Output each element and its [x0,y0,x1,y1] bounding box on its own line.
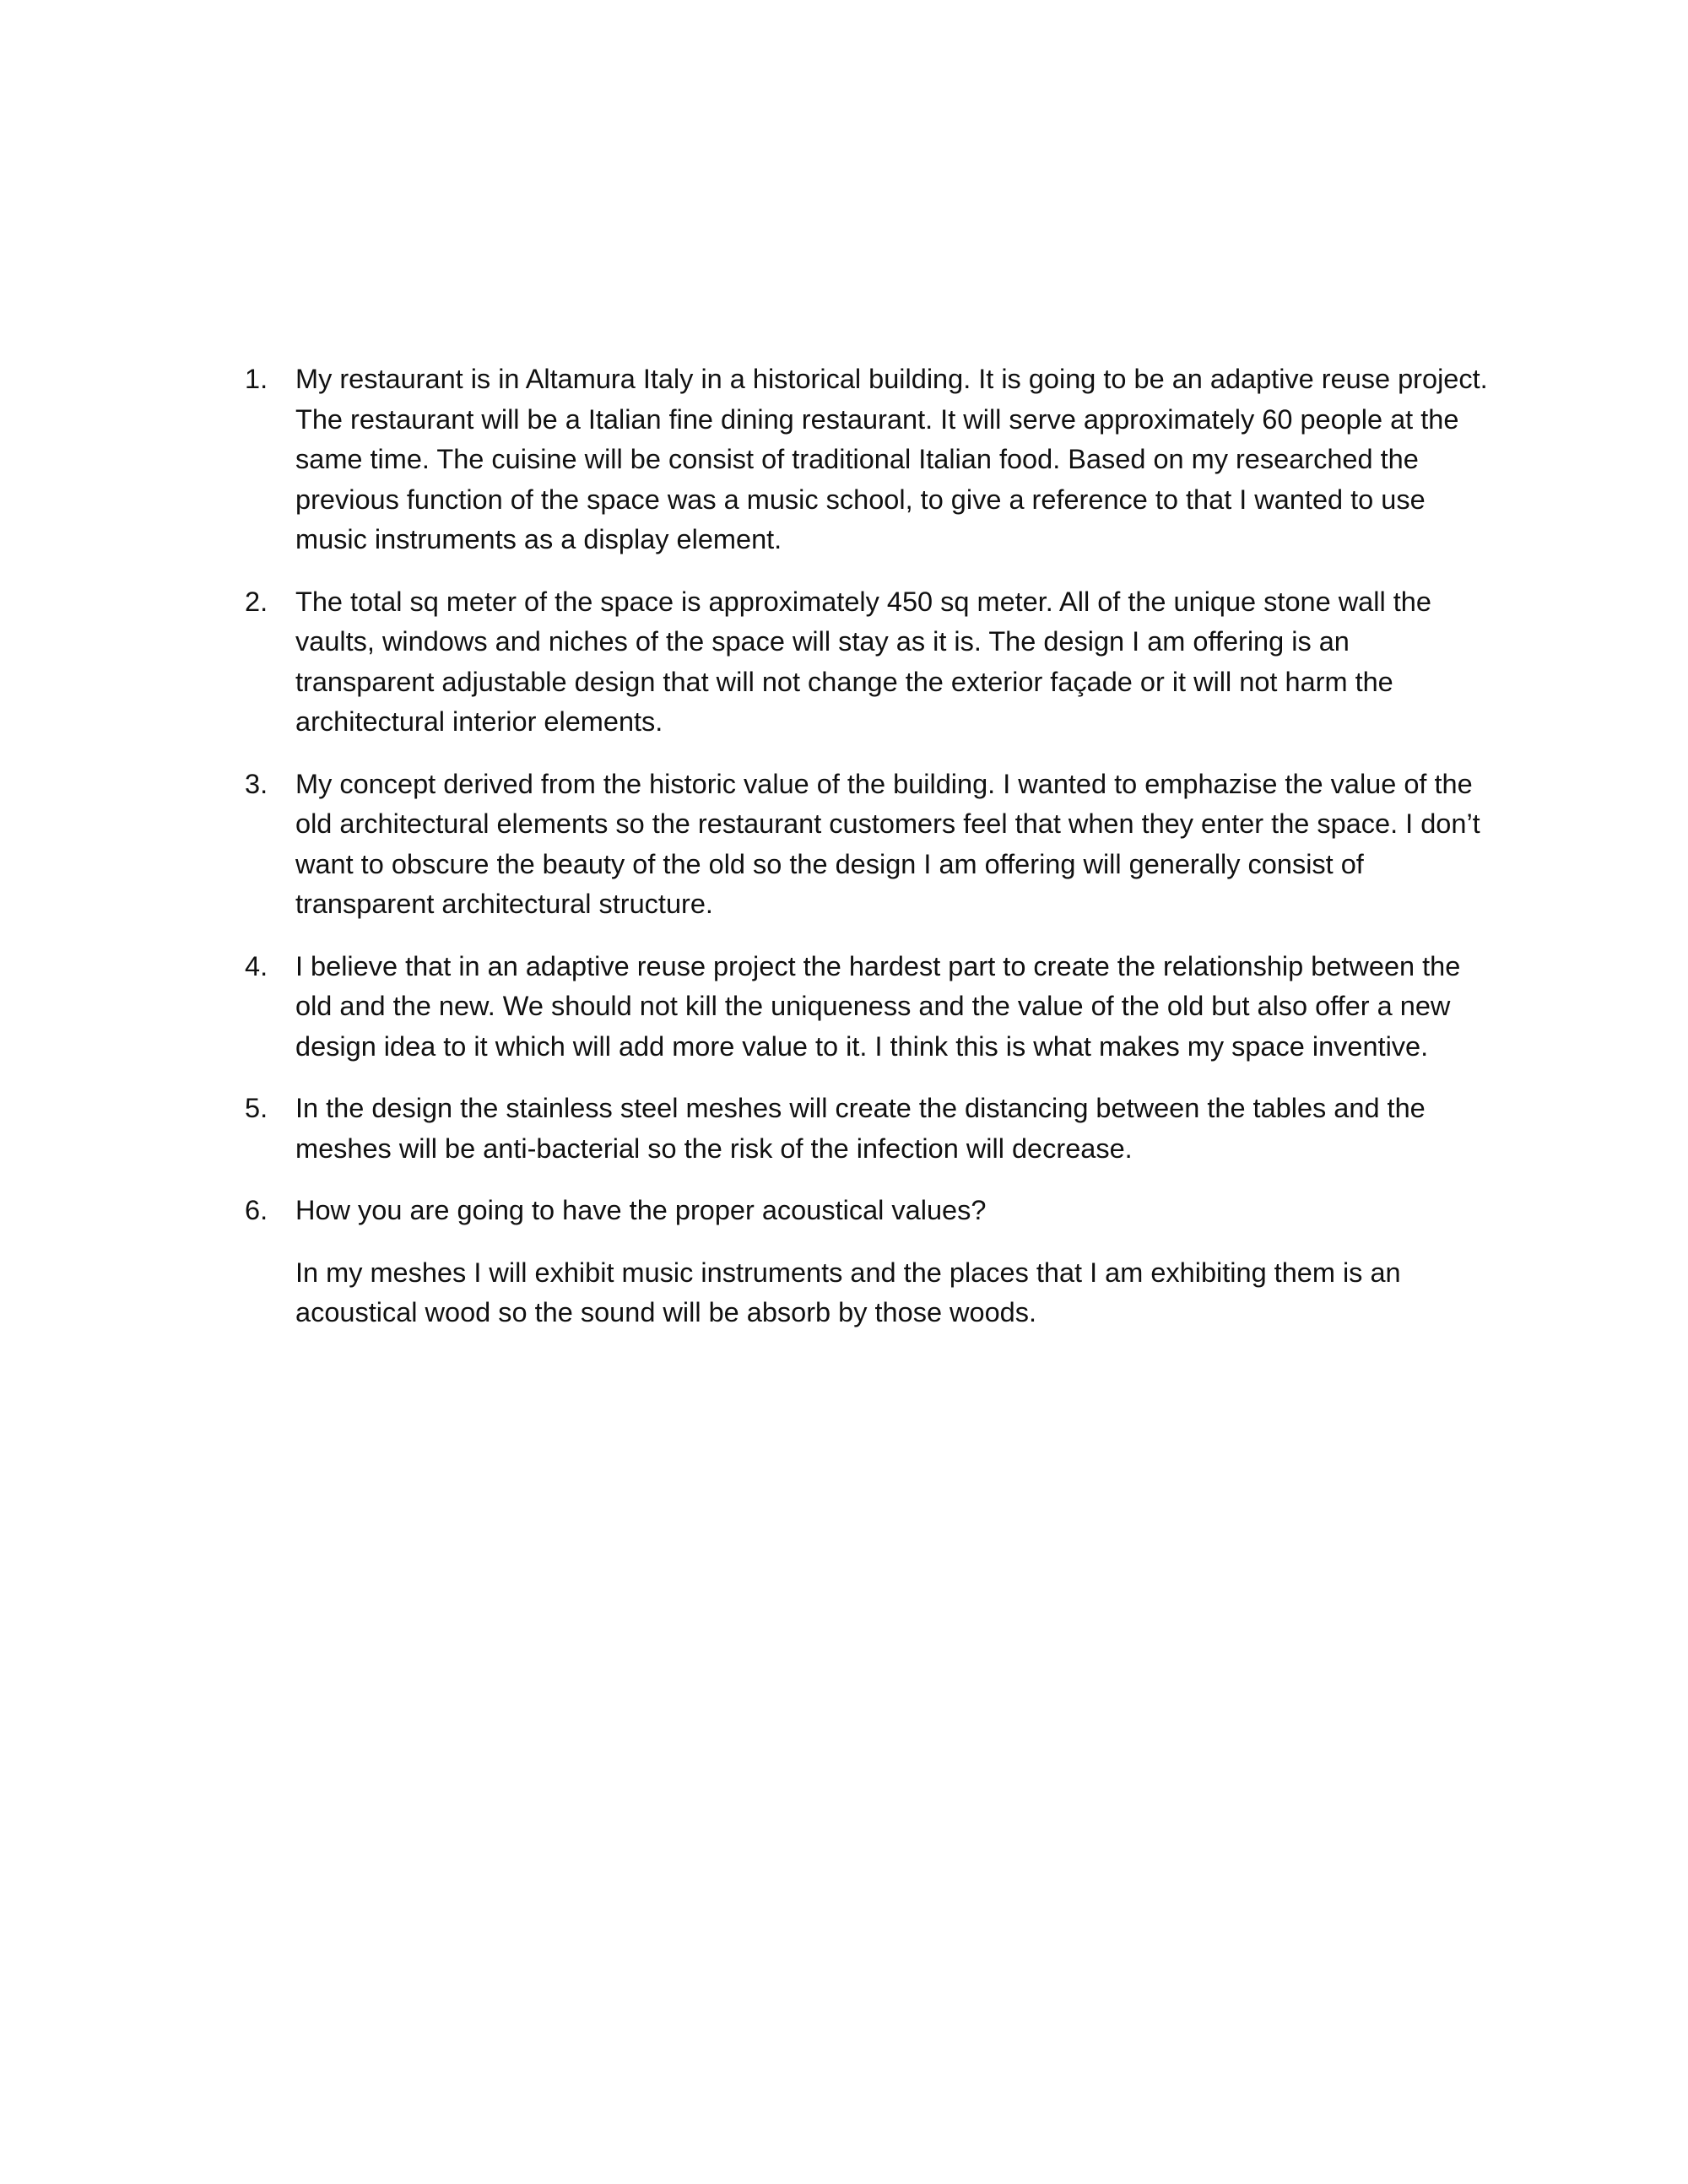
list-item-number: 6. [245,1195,268,1225]
numbered-list [245,359,1494,1355]
list-item-number: 5. [245,1093,268,1123]
list-item-text: In the design the stainless steel meshes will create the distancing between the tables and the meshes will be anti-bacterial so the risk of the infection will decrease. [295,1093,1426,1164]
list-item [245,765,1494,925]
list-item-number: 2. [245,586,268,617]
list-item-number: 4. [245,950,268,981]
list-item [245,582,1494,743]
list-item-number: 1. [245,364,268,394]
list-item [245,1089,1494,1169]
list-item [245,947,1494,1068]
list-item-text: I believe that in an adaptive reuse project the hardest part to create the relationship between the old and the new. We should not kill the uniqueness and the value of the old but also offer a new design idea to it which will add more value to it. I think this is what makes my space inventive. [295,950,1461,1062]
list-item-number: 3. [245,768,268,799]
list-item-text: My concept derived from the historic value of the building. I wanted to emphazise the value of the old architectural elements so the restaurant customers feel that when they enter the space. I don’t want to obscure the beauty of the old so the design I am offering will generally consist of transparent architectural structure. [295,768,1480,919]
list-item [245,359,1494,560]
list-item-answer: In my meshes I will exhibit music instruments and the places that I am exhibiting them is an acoustical wood so the sound will be absorb by those woods. [295,1257,1401,1327]
list-item-text: The total sq meter of the space is approximately 450 sq meter. All of the unique stone wall the vaults, windows and niches of the space will stay as it is. The design I am offering is an transparent adjustable design that will not change the exterior façade or it will not harm the architectural interior elements. [295,586,1431,737]
list-item-text: My restaurant is in Altamura Italy in a historical building. It is going to be an adaptive reuse project. The restaurant will be a Italian fine dining restaurant. It will serve approximately 60 people at the same time. The cuisine will be consist of traditional Italian food. Based on my researched the previous function of the space was a music school, to give a reference to that I wanted to use music instruments as a display element. [295,364,1488,554]
list-item-question: How you are going to have the proper acoustical values? [295,1195,987,1225]
list-item [245,1191,1494,1333]
